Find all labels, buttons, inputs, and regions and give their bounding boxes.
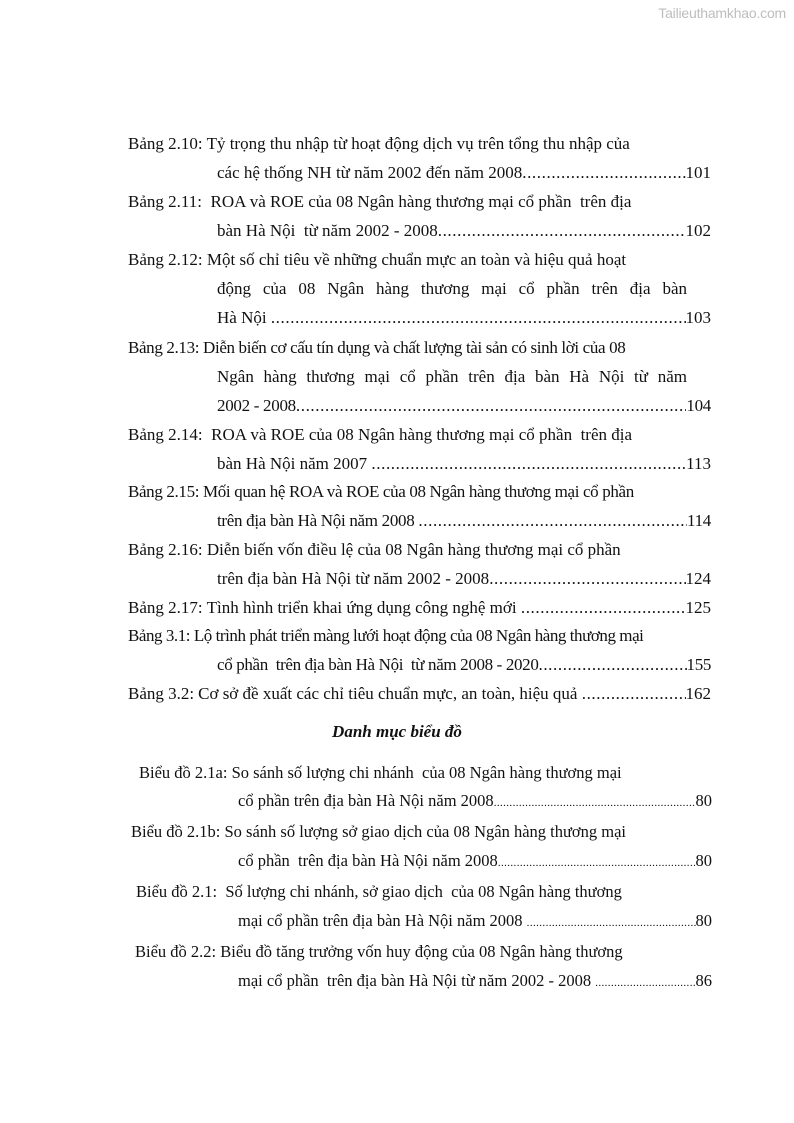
- toc-entry-title: mại cổ phần trên địa bàn Hà Nội năm 2008: [238, 911, 527, 930]
- toc-entry-single-line[interactable]: [128, 598, 711, 618]
- toc-entry-middle-line: Ngân hàng thương mại cổ phần trên địa bàn Hà Nội từ năm: [217, 367, 687, 386]
- toc-entry-label: Biểu đồ 2.1b:: [131, 822, 221, 841]
- toc-entry-title: Mối quan hệ ROA và ROE của 08 Ngân hàng thương mại cổ phần: [203, 482, 634, 501]
- toc-entry-middle-line: động của 08 Ngân hàng thương mại cổ phần trên địa bàn: [217, 279, 687, 298]
- toc-entry-label: Bảng 3.1:: [128, 626, 191, 645]
- toc-entry-last-line[interactable]: [217, 454, 711, 474]
- toc-entry-last-line[interactable]: [217, 221, 711, 241]
- toc-entry-title: mại cổ phần trên địa bàn Hà Nội từ năm 2002 - 2008: [238, 971, 596, 990]
- toc-entry-last-line[interactable]: [217, 569, 711, 589]
- dot-leader: [418, 511, 687, 531]
- dot-leader: [582, 684, 686, 704]
- toc-entry-first-line: [131, 822, 626, 842]
- page-number: 125: [685, 598, 711, 617]
- toc-entry-title: So sánh số lượng sở giao dịch của 08 Ngân hàng thương mại: [224, 822, 627, 841]
- toc-entry-last-line[interactable]: [217, 655, 711, 675]
- dot-leader: [296, 396, 687, 416]
- page-number: 124: [685, 569, 711, 588]
- toc-entry-last-line[interactable]: [217, 163, 711, 183]
- toc-entry-title: Hà Nội: [217, 308, 271, 327]
- toc-entry-title: Số lượng chi nhánh, sở giao dịch của 08 Ngân hàng thương: [221, 882, 622, 901]
- toc-entry-label: Bảng 2.15:: [128, 482, 200, 501]
- toc-entry-title: bàn Hà Nội năm 2007: [217, 454, 372, 473]
- toc-entry-last-line[interactable]: [217, 396, 711, 416]
- page-number: 80: [695, 791, 712, 810]
- toc-entry-title: Diễn biến cơ cấu tín dụng và chất lượng tài sản có sinh lời của 08: [203, 338, 626, 357]
- toc-entry-title: trên địa bàn Hà Nội năm 2008: [217, 511, 419, 530]
- toc-entry-title: So sánh số lượng chi nhánh của 08 Ngân hàng thương mại: [231, 763, 622, 782]
- page-number: 102: [685, 221, 711, 240]
- toc-entry-title: cổ phần trên địa bàn Hà Nội từ năm 2008 - 2020: [217, 655, 539, 674]
- toc-entry-first-line: [128, 134, 630, 154]
- toc-entry-last-line[interactable]: [217, 511, 711, 531]
- toc-entry-title: Tình hình triển khai ứng dụng công nghệ mới: [206, 598, 521, 617]
- dot-leader: [595, 973, 695, 993]
- toc-entry-label: Bảng 3.2:: [128, 684, 195, 703]
- page-number: 103: [685, 308, 711, 327]
- toc-entry-title: ROA và ROE của 08 Ngân hàng thương mại cổ phần trên địa: [206, 192, 632, 211]
- toc-entry-last-line[interactable]: [238, 971, 712, 991]
- toc-entry-title: các hệ thống NH từ năm 2002 đến năm 2008: [217, 163, 523, 182]
- toc-entry-title: Biểu đồ tăng trưởng vốn huy động của 08 Ngân hàng thương: [220, 942, 623, 961]
- toc-entry-first-line: [128, 338, 625, 358]
- section-title-chart-list: Danh mục biểu đồ: [332, 722, 462, 741]
- toc-entry-title: Một số chỉ tiêu về những chuẩn mực an toàn và hiệu quả hoạt: [206, 250, 627, 269]
- page-number: 86: [695, 971, 712, 990]
- dot-leader: [494, 793, 696, 813]
- page-number: 113: [686, 454, 711, 473]
- toc-entry-label: Bảng 2.16:: [128, 540, 203, 559]
- dot-leader: [438, 221, 686, 241]
- toc-entry-last-line[interactable]: [238, 851, 712, 871]
- page-number: 114: [687, 511, 711, 530]
- page-number: 104: [686, 396, 711, 415]
- dot-leader: [371, 454, 686, 474]
- toc-entry-label: Bảng 2.17:: [128, 598, 203, 617]
- toc-entry-first-line: [128, 250, 626, 270]
- toc-entry-label: Biểu đồ 2.2:: [135, 942, 217, 961]
- toc-entry-label: Biểu đồ 2.1a:: [139, 763, 228, 782]
- toc-entry-title: Cơ sở đề xuất các chỉ tiêu chuẩn mực, an toàn, hiệu quả: [198, 684, 582, 703]
- toc-entry-title: ROA và ROE của 08 Ngân hàng thương mại cổ phần trên địa: [206, 425, 633, 444]
- toc-entry-last-line[interactable]: [238, 791, 712, 811]
- toc-entry-title: Lộ trình phát triển màng lưới hoạt động của 08 Ngân hàng thương mại: [193, 626, 644, 645]
- dot-leader: [527, 913, 696, 933]
- toc-entry-title: 2002 - 2008: [217, 396, 296, 415]
- dot-leader: [521, 598, 686, 618]
- page-number: 80: [695, 911, 712, 930]
- toc-entry-label: Bảng 2.10:: [128, 134, 203, 153]
- dot-leader: [538, 655, 686, 675]
- toc-entry-title: cổ phần trên địa bàn Hà Nội năm 2008: [238, 851, 498, 870]
- toc-entry-first-line: [128, 626, 643, 646]
- page-number: 101: [685, 163, 711, 182]
- toc-entry-last-line[interactable]: [238, 911, 712, 931]
- toc-entry-single-line[interactable]: [128, 684, 711, 704]
- toc-entry-first-line: [128, 425, 632, 445]
- page-number: 155: [686, 655, 711, 674]
- page-number: 162: [685, 684, 711, 703]
- dot-leader: [271, 308, 686, 328]
- toc-entry-label: Bảng 2.14:: [128, 425, 203, 444]
- toc-entry-first-line: [128, 192, 631, 212]
- toc-entry-label: Bảng 2.12:: [128, 250, 203, 269]
- dot-leader: [498, 853, 696, 873]
- toc-entry-last-line[interactable]: [217, 308, 711, 328]
- toc-entry-title: bàn Hà Nội từ năm 2002 - 2008: [217, 221, 438, 240]
- toc-entry-first-line: [128, 540, 621, 560]
- toc-entry-label: Bảng 2.13:: [128, 338, 200, 357]
- dot-leader: [489, 569, 685, 589]
- toc-entry-label: Bảng 2.11:: [128, 192, 202, 211]
- toc-entry-title: trên địa bàn Hà Nội từ năm 2002 - 2008: [217, 569, 490, 588]
- toc-entry-title: cổ phần trên địa bàn Hà Nội năm 2008: [238, 791, 494, 810]
- toc-entry-first-line: [136, 882, 622, 902]
- toc-entry-title: Tỷ trọng thu nhập từ hoạt động dịch vụ trên tổng thu nhập của: [206, 134, 630, 153]
- toc-entry-first-line: [128, 482, 634, 502]
- toc-entry-first-line: [135, 942, 623, 962]
- watermark: Tailieuthamkhao.com: [658, 5, 786, 21]
- toc-entry-title: Diễn biến vốn điều lệ của 08 Ngân hàng thương mại cổ phần: [206, 540, 621, 559]
- toc-entry-label: Biểu đồ 2.1:: [136, 882, 218, 901]
- dot-leader: [522, 163, 685, 183]
- toc-entry-first-line: [139, 763, 622, 783]
- page-number: 80: [695, 851, 712, 870]
